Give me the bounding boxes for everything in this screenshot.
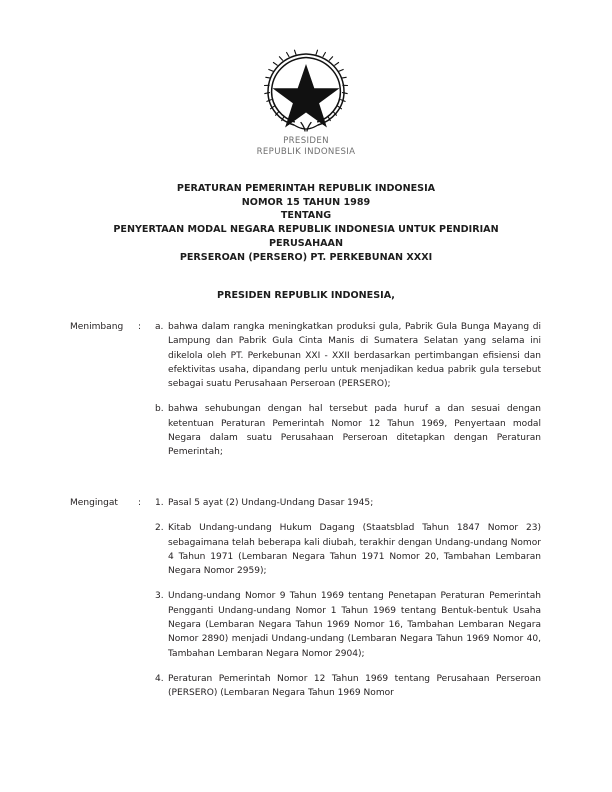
- emblem-caption-line-1: PRESIDEN: [283, 136, 329, 146]
- title-line: PERATURAN PEMERINTAH REPUBLIK INDONESIA: [176, 183, 436, 194]
- list-item-text: Peraturan Pemerintah Nomor 12 Tahun 1969 tentang Perusahaan Perseroan (PERSERO) (Lembaran Negara Tahun 1969 Nomor: [168, 673, 541, 699]
- list-item-marker: 2.: [155, 523, 164, 534]
- list-item-text: Pasal 5 ayat (2) Undang-Undang Dasar 1945;: [168, 498, 374, 508]
- list-item: [155, 589, 541, 660]
- list-item: [155, 521, 541, 578]
- list-item-marker: a.: [155, 322, 164, 332]
- list-item: [155, 402, 541, 459]
- document-title-block: [56, 182, 556, 264]
- list-item-marker: 1.: [155, 498, 164, 508]
- list-item: [155, 320, 541, 391]
- section-items: [155, 496, 541, 701]
- title-line: TENTANG: [280, 210, 332, 222]
- list-item-marker: b.: [155, 404, 164, 415]
- list-item: [155, 672, 541, 701]
- section-label: Menimbang: [70, 322, 124, 332]
- section-colon: :: [138, 498, 142, 508]
- title-line: PERSEROAN (PERSERO) PT. PERKEBUNAN XXXI: [179, 251, 433, 263]
- title-line: NOMOR 15 TAHUN 1989: [241, 196, 371, 208]
- list-item-text: bahwa sehubungan dengan hal tersebut pada huruf a dan sesuai dengan ketentuan Peraturan Pemerintah Nomor 12 Tahun 1969, Penyertaan modal Negara dalam suatu Perusahaan Perseroan ditetapkan dengan Peraturan Pemerintah;: [168, 404, 541, 458]
- list-item: [155, 496, 541, 510]
- emblem-caption-line-2: REPUBLIK INDONESIA: [256, 147, 356, 158]
- section-items: [155, 320, 541, 460]
- section-mengingat: [70, 496, 541, 701]
- list-item-text: bahwa dalam rangka meningkatkan produksi gula, Pabrik Gula Bunga Mayang di Lampung dan Pabrik Gula Cinta Manis di Sumatera Selatan yang selama ini dikelola oleh PT. Perkebunan XXI - XXII berdasarkan pertimbangan efisiensi dan efektivitas usaha, dipandang perlu untuk menjadikan kedua pabrik gula tersebut sebagai suatu Perusahaan Perseroan (PERSERO);: [168, 322, 541, 390]
- title-line: PERUSAHAAN: [268, 237, 343, 249]
- issuing-authority-heading: PRESIDEN REPUBLIK INDONESIA,: [217, 290, 395, 301]
- list-item-marker: 4.: [155, 673, 164, 684]
- section-colon: :: [138, 322, 142, 332]
- section-label: Mengingat: [70, 498, 118, 508]
- indonesian-presidential-seal-star-wreath-icon: [263, 44, 349, 132]
- section-menimbang: [70, 320, 541, 460]
- list-item-marker: 3.: [155, 591, 164, 602]
- list-item-text: Kitab Undang-undang Hukum Dagang (Staatsblad Tahun 1847 Nomor 23) sebagaimana telah beberapa kali diubah, terakhir dengan Undang-undang Nomor 4 Tahun 1971 (Lembaran Negara Tahun 1971 Nomor 20, Tambahan Lembaran Negara Nomor 2959);: [168, 523, 541, 577]
- document-emblem-block: [0, 44, 612, 158]
- title-line: PENYERTAAN MODAL NEGARA REPUBLIK INDONESIA UNTUK PENDIRIAN: [113, 224, 499, 236]
- list-item-text: Undang-undang Nomor 9 Tahun 1969 tentang Penetapan Peraturan Pemerintah Pengganti Undang-undang Nomor 1 Tahun 1969 tentang Bentuk-bentuk Usaha Negara (Lembaran Negara Tahun 1969 Nomor 16, Tambahan Lembaran Negara Nomor 2890) menjadi Undang-undang (Lembaran Negara Tahun 1969 Nomor 40, Tambahan Lembaran Negara Nomor 2904);: [168, 591, 541, 659]
- emblem-caption: [0, 136, 612, 158]
